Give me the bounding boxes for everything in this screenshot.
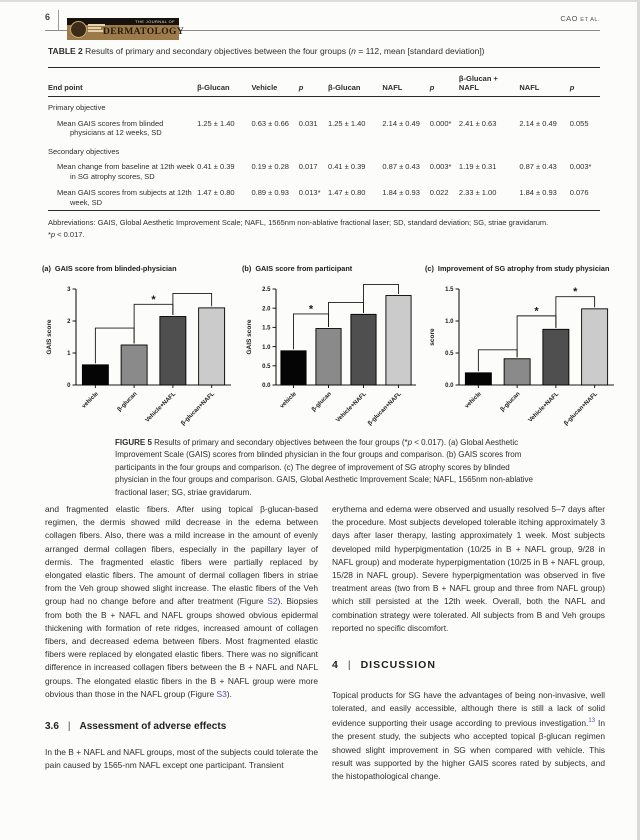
logo-top-text: THE JOURNAL OF xyxy=(135,19,175,24)
bar-chart xyxy=(425,275,620,433)
value-cell: 0.000* xyxy=(429,118,452,128)
bar-chart xyxy=(42,275,237,433)
section-title: Assessment of adverse effects xyxy=(79,721,227,733)
column-header: NAFL xyxy=(382,68,429,97)
y-tick-label: 0 xyxy=(67,383,71,390)
running-head xyxy=(560,14,600,23)
supplement-link[interactable]: S2 xyxy=(267,596,278,607)
text-run: Results of primary and secondary objectives between the four groups (* xyxy=(151,438,408,447)
text-run: < 0.017). (a) Global Aesthetic Improvement Scale (GAIS) scores from blinded physician in the four groups and comparison. (b) GAIS scores from participants in the four groups and comparison. (c) The degree of improvement of SG atrophy scores by blinded physician in the four groups and comparison. GAIS, Global Aesthetic Improvement Scale; NAFL, 1565nm non-ablative fractional laser; SG, striae gravidarum. xyxy=(115,438,533,497)
running-head-authors: CAO xyxy=(560,14,581,23)
row-section-label: Primary objective xyxy=(48,103,106,112)
endpoint-cell: Mean GAIS scores from blinded physicians at 12 weeks, SD xyxy=(57,118,164,137)
table-2-block xyxy=(48,46,600,239)
figure-caption xyxy=(115,437,535,499)
x-tick-label: vehicle xyxy=(279,391,298,410)
significance-star: * xyxy=(151,293,156,306)
section-heading-4 xyxy=(332,659,605,671)
chart-a xyxy=(42,275,242,438)
bar-Vehicle+NAFL xyxy=(160,317,186,385)
x-tick-label: Vehicle+NAFL xyxy=(144,391,178,424)
y-tick-label: 1.0 xyxy=(262,344,271,351)
table-row xyxy=(48,115,600,141)
y-tick-label: 1.5 xyxy=(262,325,271,332)
bar-β-glucan+NAFL xyxy=(582,309,608,385)
section-number: 3.6 xyxy=(45,721,59,733)
section-heading-3-6 xyxy=(45,721,318,732)
value-cell: 0.87 ± 0.43 xyxy=(519,162,557,171)
value-cell: 2.41 ± 0.63 xyxy=(458,118,497,128)
x-tick-label: β-glucan+NAFL xyxy=(367,391,403,427)
value-cell: 0.63 ± 0.66 xyxy=(251,118,289,128)
value-cell: 0.003* xyxy=(429,162,452,171)
running-head-etal: ET AL. xyxy=(580,17,600,23)
y-axis-label: GAIS score xyxy=(46,319,53,355)
value-cell: 0.89 ± 0.93 xyxy=(251,188,289,197)
journal-logo xyxy=(67,18,185,42)
text-run: Topical products for SG have the advantages of being non-invasive, well tolerated, and easily accessible, although there is still a lack of solid evidence supporting their usage according to previous investigation. xyxy=(332,690,605,729)
table-row xyxy=(48,184,600,211)
panel-label: (c) xyxy=(425,264,434,273)
text-run: = 112, mean [standard deviation]) xyxy=(355,46,485,56)
value-cell: 1.25 ± 1.40 xyxy=(197,118,235,128)
column-header: β-Glucan xyxy=(328,68,382,97)
y-tick-label: 0.0 xyxy=(262,383,271,390)
bar-β-glucan+NAFL xyxy=(199,308,225,385)
panel-title: GAIS score from blinded-physician xyxy=(54,264,177,273)
chart-b xyxy=(242,275,425,438)
body-text xyxy=(45,503,605,783)
column-header: β-Glucan xyxy=(197,68,251,97)
value-cell: 0.19 ± 0.28 xyxy=(251,162,289,171)
table-row xyxy=(48,158,600,184)
right-column xyxy=(332,503,605,783)
value-cell: 1.47 ± 0.80 xyxy=(197,188,235,197)
value-cell: 0.055 xyxy=(569,118,589,128)
endpoint-cell: Mean GAIS scores from subjects at 12th week, SD xyxy=(57,188,192,207)
panel-title: Improvement of SG atrophy from study physician xyxy=(437,264,610,273)
column-header: p xyxy=(570,68,600,97)
results-table xyxy=(48,67,600,211)
column-header: p xyxy=(299,68,328,97)
bar-β-glucan xyxy=(316,329,341,385)
x-tick-label: β-glucan xyxy=(499,391,522,414)
paragraph: erythema and edema were observed and usually resolved 5–7 days after the procedure. Most subjects developed tolerable itching approximately 3 days after laser therapy, lasting approximately 1 week. Most subjects developed mild hyperpigmentation (10/25 in B + NAFL group, 9/28 in NAFL group) and moderate hyperpigmentation (10/25 in B + NAFL group, 15/28 in NAFL group). Severe hyperpigmentation was observed in five treatment areas (two from B + NAFL group and three from NAFL group) which still persisted at the 12th week. Overall, both the NAFL and combination strategy were tolerated. All subjects from B and Veh groups reported no specific discomfort. xyxy=(332,504,605,633)
y-tick-label: 0.0 xyxy=(445,383,454,390)
table-caption xyxy=(48,46,600,57)
y-tick-label: 2 xyxy=(67,319,71,326)
heading-separator: | xyxy=(67,721,71,733)
text-run: * xyxy=(48,230,51,239)
bar-β-glucan xyxy=(504,359,530,385)
bar-vehicle xyxy=(82,365,108,385)
value-cell: 1.47 ± 0.80 xyxy=(328,188,366,197)
y-tick-label: 2.0 xyxy=(262,306,271,313)
text-run: < 0.017. xyxy=(55,230,85,239)
endpoint-cell: Mean change from baseline at 12th week in SG atrophy scores, SD xyxy=(57,162,195,181)
panel-label: (a) xyxy=(42,264,51,273)
row-section-label: Secondary objectives xyxy=(48,146,120,156)
x-tick-label: β-glucan+NAFL xyxy=(180,391,217,427)
journal-seal-icon xyxy=(70,21,87,38)
chart-title-a xyxy=(42,264,242,273)
text-run: p xyxy=(407,438,413,447)
value-cell: 1.25 ± 1.40 xyxy=(328,118,366,128)
y-tick-label: 1 xyxy=(67,351,71,358)
y-tick-label: 0.5 xyxy=(262,364,271,370)
text-run: n xyxy=(351,46,356,56)
page-header xyxy=(45,10,600,37)
column-header: End point xyxy=(48,68,197,97)
table-row xyxy=(48,141,600,159)
significance-star: * xyxy=(573,286,578,299)
journal-name: DERMATOLOGY xyxy=(103,27,185,37)
y-axis-label: score xyxy=(429,328,436,346)
bar-β-glucan xyxy=(121,345,147,385)
bar-chart xyxy=(242,275,422,433)
left-column xyxy=(45,503,318,783)
x-tick-label: Vehicle+NAFL xyxy=(527,391,561,424)
value-cell: 1.84 ± 0.93 xyxy=(382,188,420,197)
value-cell: 2.33 ± 1.00 xyxy=(458,188,497,197)
supplement-link[interactable]: S3 xyxy=(216,688,227,699)
value-cell: 0.076 xyxy=(569,188,589,197)
value-cell: 0.41 ± 0.39 xyxy=(328,162,366,171)
text-run: p xyxy=(50,230,56,239)
figure-5 xyxy=(42,264,640,438)
paragraph xyxy=(45,503,318,701)
chart-title-c xyxy=(425,264,640,273)
y-tick-label: 2.5 xyxy=(262,287,271,294)
bar-β-glucan+NAFL xyxy=(386,296,411,385)
table-abbreviations: Abbreviations: GAIS, Global Aesthetic Improvement Scale; NAFL, 1565nm non-ablative fractional laser; SD, standard deviation; SG, striae gravidarum. xyxy=(48,218,549,227)
significance-star: * xyxy=(534,305,539,318)
column-header: NAFL xyxy=(519,68,569,97)
y-tick-label: 1.0 xyxy=(445,319,454,326)
y-tick-label: 1.5 xyxy=(445,287,454,294)
page-number-divider xyxy=(58,10,59,31)
value-cell: 0.031 xyxy=(298,118,318,128)
text-run: Results of primary and secondary objectives between the four groups ( xyxy=(82,46,352,56)
reference-link[interactable]: 13 xyxy=(588,718,596,725)
bar-vehicle xyxy=(465,373,491,385)
text-run: TABLE 2 xyxy=(48,46,83,56)
paragraph: In the B + NAFL and NAFL groups, most of the subjects could tolerate the pain caused by 1565-nm NAFL except one participant. Transient xyxy=(45,747,318,771)
text-run: ). Biopsies from both the B + NAFL and NAFL groups showed obvious epidermal thickening with formation of rete ridges, increased amount of collagen fibers, and decreased edema between fibers. Most fragmented elastic fibers were replaced by elongated elastic fibers. There was no significant difference in increased collagen fibers between the B + NAFL and NAFL groups. The elongated elastic fibers in the B + NAFL group were more obvious than those in the NAFL group (Figure xyxy=(45,596,318,699)
column-header: Vehicle xyxy=(251,68,298,97)
x-tick-label: vehicle xyxy=(81,391,100,410)
value-cell: 0.87 ± 0.43 xyxy=(382,162,420,171)
x-tick-label: β-glucan+NAFL xyxy=(563,391,600,427)
table-header xyxy=(48,68,600,97)
value-cell: 1.19 ± 0.31 xyxy=(458,162,497,171)
table-footnote xyxy=(48,230,600,239)
value-cell: 1.84 ± 0.93 xyxy=(519,188,557,197)
chart-panel-c xyxy=(425,264,640,438)
paragraph xyxy=(332,689,605,783)
panel-title: GAIS score from participant xyxy=(255,264,353,273)
logo-society-lines xyxy=(88,24,105,33)
value-cell: 0.022 xyxy=(429,188,449,197)
x-tick-label: β-glucan xyxy=(310,391,333,414)
page-number: 6 xyxy=(45,12,51,22)
significance-star: * xyxy=(308,303,314,316)
column-header: p xyxy=(430,68,459,97)
text-run: In the present study, the subjects who accepted topical β-glucan regimen showed slight improvement in SG when compared with vehicle. This result was supported by the higher GAIS scores rated by subjects, and the histopathological change. xyxy=(332,718,605,782)
value-cell: 0.41 ± 0.39 xyxy=(197,162,235,171)
text-run: ). xyxy=(226,688,232,699)
chart-panel-a xyxy=(42,264,242,438)
panel-label: (b) xyxy=(242,264,252,273)
text-run: FIGURE 5 xyxy=(115,438,152,447)
text-run: and fragmented elastic fibers. After using topical β-glucan-based regimen, the dermis showed mild decrease in the edema between collagen fibers. Also, there was a mild increase in the amount of evenly arranged dermal collagen fibers, especially in the papillary layer of dermis. The fragmented elastic fibers were partially replaced by elongated elastic fibers. The amount of dermal collagen fibers in striae from the Veh group showed slight increase. The elastic fibers of the Veh group had no change before and after treatment (Figure xyxy=(45,504,318,607)
section-title: DISCUSSION xyxy=(360,659,436,672)
y-axis-label: GAIS score xyxy=(246,319,253,355)
y-tick-label: 0.5 xyxy=(445,351,454,358)
value-cell: 0.017 xyxy=(298,162,318,171)
chart-panel-b xyxy=(242,264,425,438)
x-tick-label: vehicle xyxy=(464,391,483,410)
value-cell: 0.003* xyxy=(569,162,592,171)
bar-vehicle xyxy=(281,351,306,385)
column-header: β-Glucan + NAFL xyxy=(459,68,519,97)
chart-title-b xyxy=(242,264,425,273)
bar-Vehicle+NAFL xyxy=(543,329,569,385)
value-cell: 0.013* xyxy=(298,188,321,197)
chart-c xyxy=(425,275,640,438)
value-cell: 2.14 ± 0.49 xyxy=(519,118,557,128)
x-tick-label: Vehicle+NAFL xyxy=(335,391,368,424)
x-tick-label: β-glucan xyxy=(116,391,139,414)
table-row xyxy=(48,97,600,115)
y-tick-label: 3 xyxy=(67,287,71,294)
heading-separator: | xyxy=(347,659,352,672)
bar-Vehicle+NAFL xyxy=(351,314,376,385)
section-number: 4 xyxy=(332,659,339,672)
value-cell: 2.14 ± 0.49 xyxy=(382,118,420,128)
table-body xyxy=(48,97,600,211)
